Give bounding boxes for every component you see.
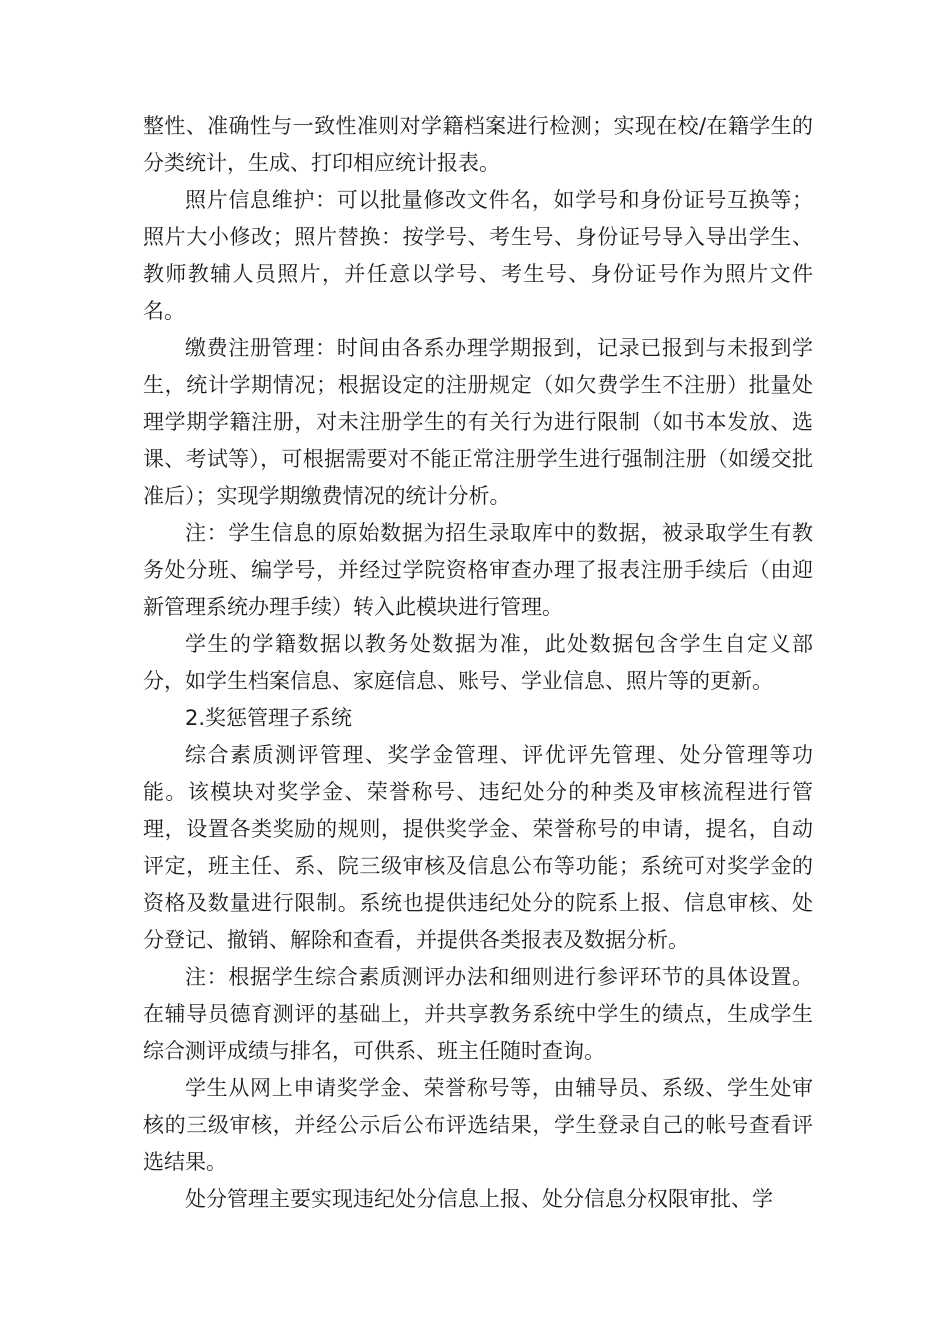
document-body [143, 108, 813, 1218]
paragraph-rewards-module: 综合素质测评管理、奖学金管理、评优评先管理、处分管理等功能。该模块对奖学金、荣誉称号、违纪处分的种类及审核流程进行管理，设置各类奖励的规则，提供奖学金、荣誉称号的申请，提名，自动评定，班主任、系、院三级审核及信息公布等功能；系统可对奖学金的资格及数量进行限制。系统也提供违纪处分的院系上报、信息审核、处分登记、撤销、解除和查看，并提供各类报表及数据分析。 [143, 743, 813, 952]
paragraph-academic-records: 学生的学籍数据以教务处数据为准，此处数据包含学生自定义部分，如学生档案信息、家庭信息、账号、学业信息、照片等的更新。 [143, 632, 813, 693]
paragraph-continuation: 整性、准确性与一致性准则对学籍档案进行检测；实现在校/在籍学生的分类统计，生成、打印相应统计报表。 [143, 114, 813, 175]
paragraph-discipline-management: 处分管理主要实现违纪处分信息上报、处分信息分权限审批、学 [185, 1187, 773, 1211]
paragraph-payment-registration: 缴费注册管理：时间由各系办理学期报到，记录已报到与未报到学生，统计学期情况；根据设定的注册规定（如欠费学生不注册）批量处理学期学籍注册，对未注册学生的有关行为进行限制（如书本发放、选课、考试等），可根据需要对不能正常注册学生进行强制注册（如缓交批准后）；实现学期缴费情况的统计分析。 [143, 336, 813, 508]
paragraph-scholarship-application: 学生从网上申请奖学金、荣誉称号等，由辅导员、系级、学生处审核的三级审核，并经公示后公布评选结果，学生登录自己的帐号查看评选结果。 [143, 1076, 813, 1174]
paragraph-note-evaluation: 注：根据学生综合素质测评办法和细则进行参评环节的具体设置。在辅导员德育测评的基础上，并共享教务系统中学生的绩点，生成学生综合测评成绩与排名，可供系、班主任随时查询。 [143, 965, 813, 1063]
paragraph-photo-maintenance: 照片信息维护：可以批量修改文件名，如学号和身份证号互换等；照片大小修改；照片替换：按学号、考生号、身份证号导入导出学生、教师教辅人员照片，并任意以学号、考生号、身份证号作为照片文件名。 [143, 188, 813, 323]
section-heading-rewards-punishments: 2.奖惩管理子系统 [185, 706, 353, 730]
paragraph-note-admission-data: 注：学生信息的原始数据为招生录取库中的数据，被录取学生有教务处分班、编学号，并经过学院资格审查办理了报表注册手续后（由迎新管理系统办理手续）转入此模块进行管理。 [143, 521, 813, 619]
